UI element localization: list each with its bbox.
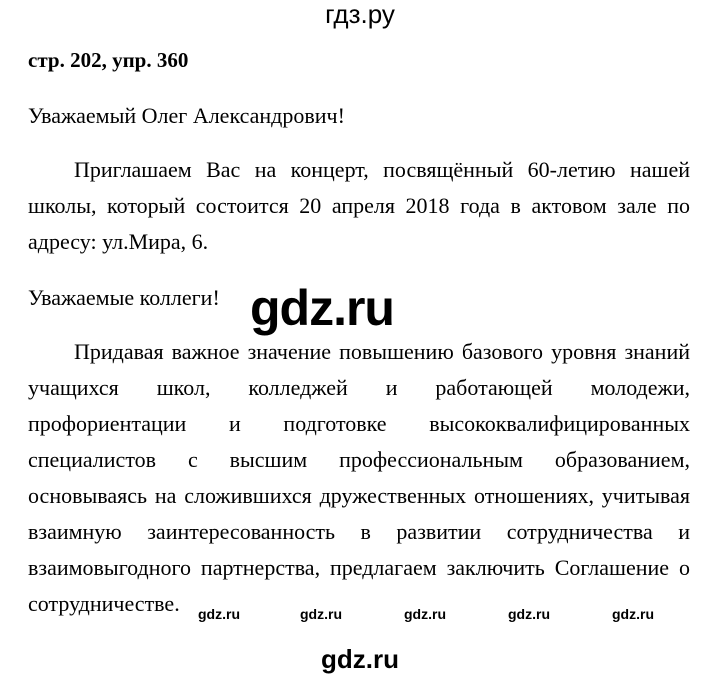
small-watermark: gdz.ru: [508, 606, 550, 622]
small-watermark: gdz.ru: [404, 606, 446, 622]
center-watermark: gdz.ru: [250, 280, 394, 336]
exercise-reference: стр. 202, упр. 360: [28, 48, 189, 72]
letter1-body: Приглашаем Вас на концерт, посвящённый 60-летию нашей школы, который состоится 20 апреля 2018 года в актовом зале по адресу: ул.Мира, 6.: [28, 157, 690, 254]
footer-watermark: gdz.ru: [321, 644, 399, 674]
small-watermark: gdz.ru: [612, 606, 654, 622]
letter1-greeting: Уважаемый Олег Александрович!: [28, 103, 345, 128]
letter2-greeting: Уважаемые коллеги!: [28, 285, 220, 310]
small-watermark: gdz.ru: [300, 606, 342, 622]
small-watermark: gdz.ru: [198, 606, 240, 622]
letter2-body: Придавая важное значение повышению базового уровня знаний учащихся школ, колледжей и работающей молодежи, профориентации и подготовке высококвалифицированных специалистов с высшим профессиональным образованием, основываясь на сложившихся дружественных отношениях, учитывая взаимную заинтересованность в развитии сотрудничества и взаимовыгодного партнерства, предлагаем заключить Соглашение о сотрудничестве.: [28, 339, 690, 616]
site-header: гдз.ру: [325, 0, 395, 29]
